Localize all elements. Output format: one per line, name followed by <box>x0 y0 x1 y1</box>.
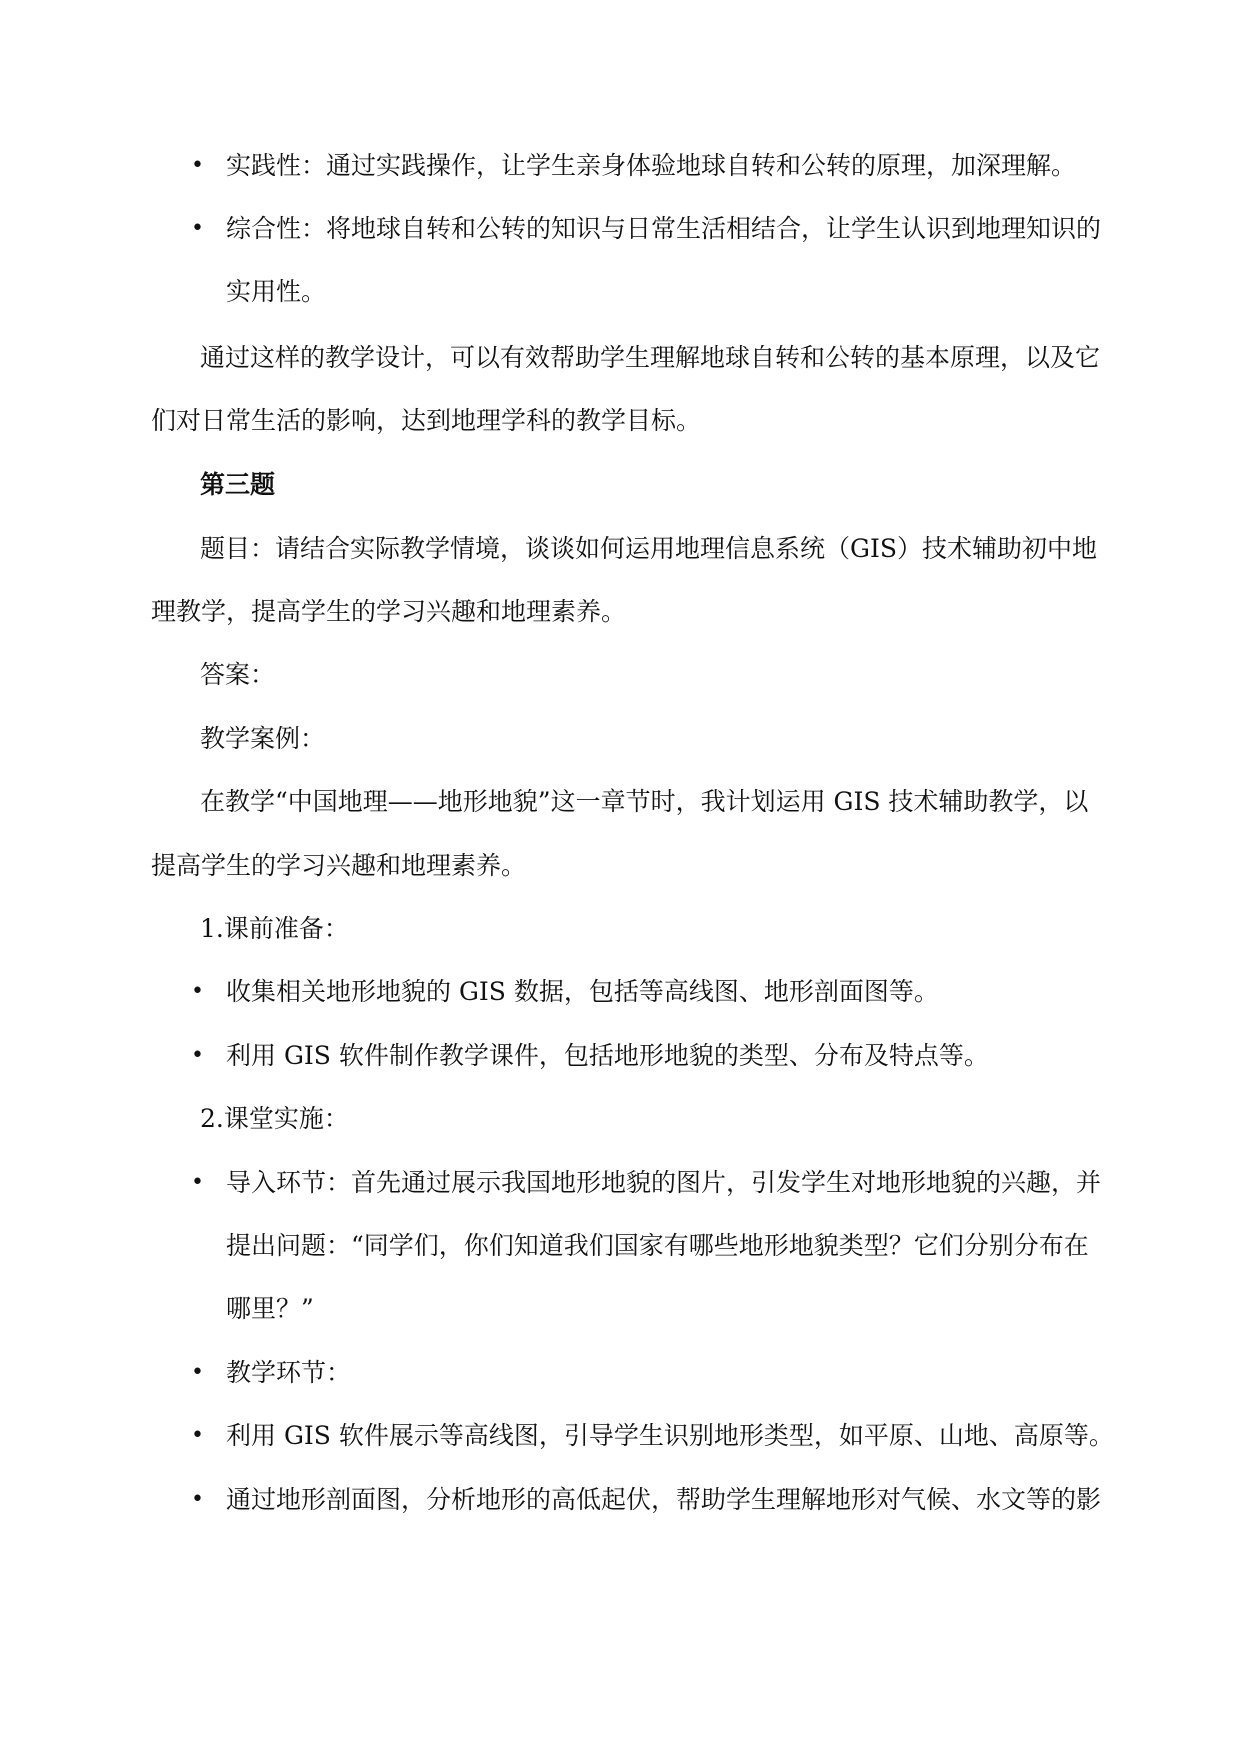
bullet-marker: • <box>191 153 204 178</box>
question-text-cont: 理教学，提高学生的学习兴趣和地理素养。 <box>151 597 627 626</box>
bullet-marker: • <box>191 1423 204 1448</box>
paragraph-summary: 通过这样的教学设计，可以有效帮助学生理解地球自转和公转的基本原理，以及它 <box>200 343 1101 372</box>
paragraph-case-intro-cont: 提高学生的学习兴趣和地理素养。 <box>151 851 527 880</box>
section-heading: 第三题 <box>200 470 276 499</box>
bullet-item-terrain-profile: 通过地形剖面图，分析地形的高低起伏，帮助学生理解地形对气候、水文等的影 <box>226 1485 1102 1514</box>
bullet-item-introduction-cont: 哪里？” <box>226 1294 314 1323</box>
bullet-marker: • <box>191 1487 204 1512</box>
teaching-case-label: 教学案例： <box>200 724 326 753</box>
answer-label: 答案： <box>200 660 276 689</box>
bullet-item-comprehensiveness-cont: 实用性。 <box>226 277 327 306</box>
bullet-marker: • <box>191 979 204 1004</box>
bullet-item-comprehensiveness: 综合性：将地球自转和公转的知识与日常生活相结合，让学生认识到地理知识的 <box>226 214 1102 243</box>
bullet-item-make-courseware: 利用 GIS 软件制作教学课件，包括地形地貌的类型、分布及特点等。 <box>226 1041 989 1070</box>
bullet-item-introduction: 导入环节：首先通过展示我国地形地貌的图片，引发学生对地形地貌的兴趣，并 <box>226 1168 1102 1197</box>
bullet-item-introduction-cont: 提出问题：“同学们，你们知道我们国家有哪些地形地貌类型？它们分别分布在 <box>226 1231 1089 1260</box>
bullet-marker: • <box>191 1043 204 1068</box>
question-text: 题目：请结合实际教学情境，谈谈如何运用地理信息系统（GIS）技术辅助初中地 <box>200 534 1097 563</box>
subsection-implementation: 2.课堂实施： <box>200 1104 349 1133</box>
bullet-marker: • <box>191 1170 204 1195</box>
bullet-marker: • <box>191 1360 204 1385</box>
bullet-marker: • <box>191 216 204 241</box>
bullet-item-teaching: 教学环节： <box>226 1358 352 1387</box>
subsection-preparation: 1.课前准备： <box>200 914 349 943</box>
bullet-item-collect-data: 收集相关地形地貌的 GIS 数据，包括等高线图、地形剖面图等。 <box>226 977 939 1006</box>
bullet-item-contour-map: 利用 GIS 软件展示等高线图，引导学生识别地形类型，如平原、山地、高原等。 <box>226 1421 1114 1450</box>
paragraph-case-intro: 在教学“中国地理——地形地貌”这一章节时，我计划运用 GIS 技术辅助教学，以 <box>200 787 1089 816</box>
bullet-item-practicality: 实践性：通过实践操作，让学生亲身体验地球自转和公转的原理，加深理解。 <box>226 151 1077 180</box>
paragraph-summary-cont: 们对日常生活的影响，达到地理学科的教学目标。 <box>151 406 702 435</box>
